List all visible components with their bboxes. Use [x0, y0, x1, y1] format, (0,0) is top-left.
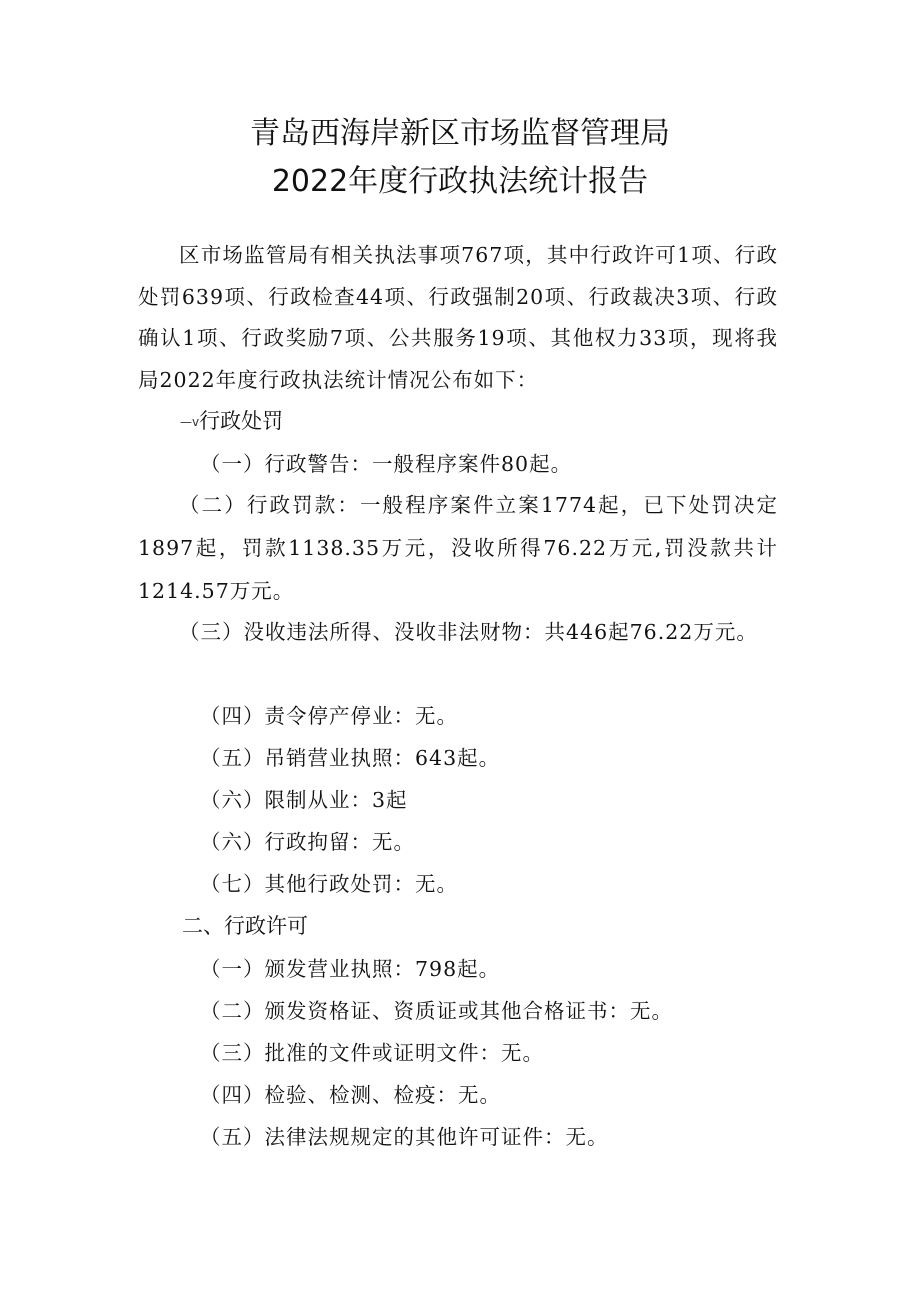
section1-item6: （六）限制从业：3起 — [200, 788, 408, 812]
section2-item1: （一）颁发营业执照：798起。 — [200, 957, 501, 981]
document-title-line2: 2022年度行政执法统计报告 — [271, 164, 649, 199]
section2-item4: （四）检验、检测、检疫：无。 — [200, 1083, 501, 1107]
section1-item1: （一）行政警告：一般程序案件80起。 — [200, 452, 573, 476]
section2-item3: （三）批准的文件或证明文件：无。 — [200, 1041, 544, 1065]
section1-item8: （七）其他行政处罚：无。 — [200, 872, 458, 896]
section1-heading — [180, 408, 283, 435]
section2-item2: （二）颁发资格证、资质证或其他合格证书：无。 — [200, 999, 673, 1023]
section1-item3: （三）没收违法所得、没收非法财物：共446起76.22万元。 — [179, 620, 758, 644]
section1-heading-mark: —v — [180, 415, 200, 429]
section1-item4: （四）责令停产停业：无。 — [200, 704, 458, 728]
document-title-line1: 青岛西海岸新区市场监督管理局 — [250, 116, 670, 151]
intro-paragraph: 区市场监管局有相关执法事项767项，其中行政许可1项、行政处罚639项、行政检查44项、行政强制20项、行政裁决3项、行政确认1项、行政奖励7项、公共服务19项、其他权力33项，现将我局2022年度行政执法统计情况公布如下： — [138, 243, 778, 392]
section1-heading-text: 行政处罚 — [199, 409, 284, 433]
section1-item5: （五）吊销营业执照：643起。 — [200, 746, 501, 770]
section1-item2: （二）行政罚款：一般程序案件立案1774起，已下处罚决定1897起，罚款1138.35万元，没收所得76.22万元,罚没款共计1214.57万元。 — [138, 493, 778, 603]
section1-item7: （六）行政拘留：无。 — [200, 830, 415, 854]
section2-heading: 二、行政许可 — [182, 914, 308, 938]
section2-item5: （五）法律法规规定的其他许可证件：无。 — [200, 1125, 609, 1149]
